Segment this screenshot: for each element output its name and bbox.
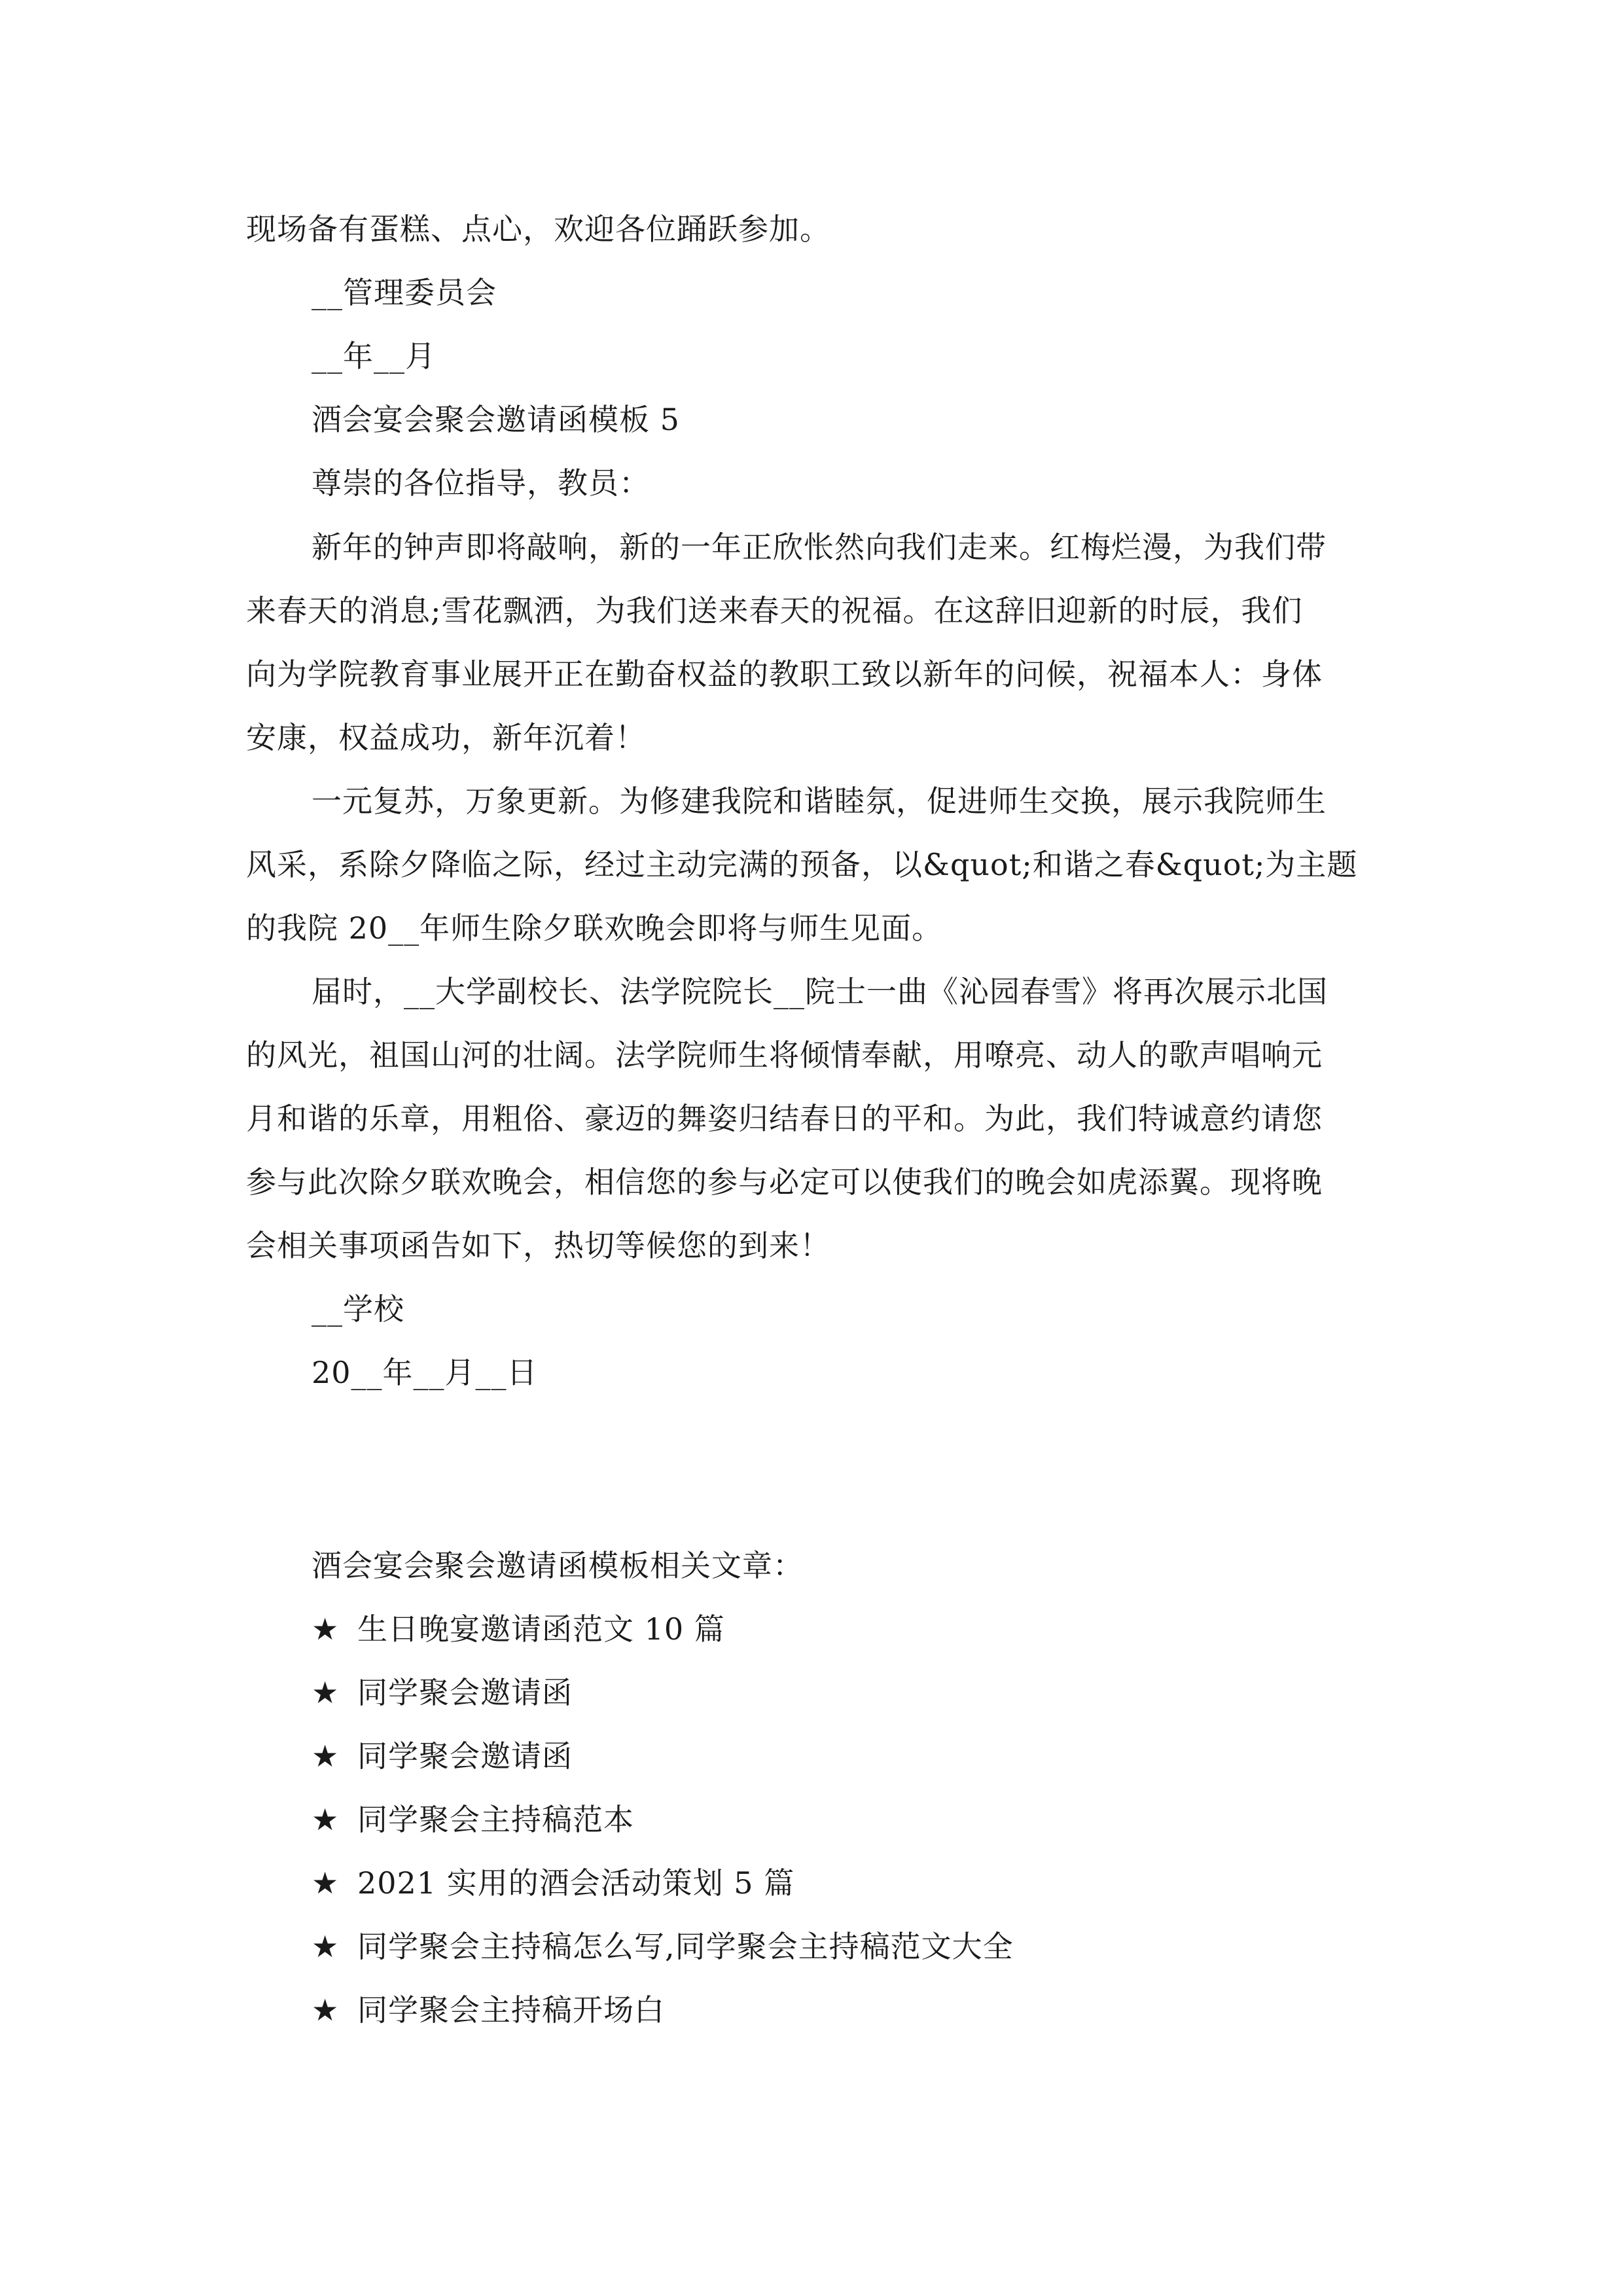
related-article-link[interactable] (312, 1673, 573, 1712)
opening-line: 现场备有蛋糕、点心，欢迎各位踊跃参加。 (246, 211, 830, 247)
related-article-link[interactable] (312, 1609, 725, 1649)
related-article-title: 2021 实用的酒会活动策划 5 篇 (357, 1865, 795, 1901)
section-title: 酒会宴会聚会邀请函模板 5 (312, 402, 680, 437)
related-article-title: 同学聚会邀请函 (357, 1675, 573, 1710)
related-article-link[interactable] (312, 1927, 1014, 1966)
signature-organization: __管理委员会 (312, 275, 497, 310)
salutation: 尊崇的各位指导，教员： (312, 465, 650, 501)
paragraph-2-line: 的我院 20__年师生除夕联欢晚会即将与师生见面。 (246, 910, 943, 946)
star-icon: ★ (312, 1865, 340, 1901)
signature-date: __年__月 (312, 338, 436, 374)
paragraph-3-line: 的风光，祖国山河的壮阔。法学院师生将倾情奉献，用嘹亮、动人的歌声唱响元 (246, 1037, 1323, 1073)
related-article-title: 同学聚会主持稿怎么写,同学聚会主持稿范文大全 (357, 1929, 1014, 1964)
star-icon: ★ (312, 1738, 340, 1774)
star-icon: ★ (312, 1675, 340, 1710)
related-article-title: 同学聚会邀请函 (357, 1738, 573, 1774)
paragraph-1-line: 新年的钟声即将敲响，新的一年正欣怅然向我们走来。红梅烂漫，为我们带 (312, 529, 1327, 565)
paragraph-2-line: 一元复苏，万象更新。为修建我院和谐睦氛，促进师生交换，展示我院师生 (312, 783, 1327, 819)
paragraph-2-line: 风采，系除夕降临之际，经过主动完满的预备，以&quot;和谐之春&quot;为主题 (246, 847, 1358, 882)
related-article-link[interactable] (312, 1800, 634, 1839)
paragraph-3-line: 届时，__大学副校长、法学院院长__院士一曲《沁园春雪》将再次展示北国 (312, 974, 1328, 1009)
paragraph-3-line: 会相关事项函告如下，热切等候您的到来！ (246, 1228, 830, 1263)
paragraph-1-line: 安康，权益成功，新年沉着！ (246, 720, 646, 755)
related-heading: 酒会宴会聚会邀请函模板相关文章： (312, 1548, 804, 1583)
paragraph-1-line: 向为学院教育事业展开正在勤奋权益的教职工致以新年的问候，祝福本人：身体 (246, 656, 1323, 692)
star-icon: ★ (312, 1929, 340, 1964)
star-icon: ★ (312, 1992, 340, 2028)
related-article-link[interactable] (312, 1863, 794, 1903)
paragraph-1-line: 来春天的消息;雪花飘洒，为我们送来春天的祝福。在这辞旧迎新的时辰，我们 (246, 593, 1303, 628)
related-article-title: 同学聚会主持稿开场白 (357, 1992, 665, 2028)
related-article-title: 同学聚会主持稿范本 (357, 1802, 634, 1837)
closing-date: 20__年__月__日 (312, 1355, 538, 1390)
paragraph-3-line: 月和谐的乐章，用粗俗、豪迈的舞姿归结春日的平和。为此，我们特诚意约请您 (246, 1101, 1323, 1136)
related-article-title: 生日晚宴邀请函范文 10 篇 (357, 1611, 725, 1647)
star-icon: ★ (312, 1802, 340, 1837)
related-article-link[interactable] (312, 1990, 665, 2030)
paragraph-3-line: 参与此次除夕联欢晚会，相信您的参与必定可以使我们的晚会如虎添翼。现将晚 (246, 1164, 1323, 1200)
related-article-link[interactable] (312, 1736, 573, 1776)
star-icon: ★ (312, 1611, 340, 1647)
closing-organization: __学校 (312, 1291, 404, 1327)
